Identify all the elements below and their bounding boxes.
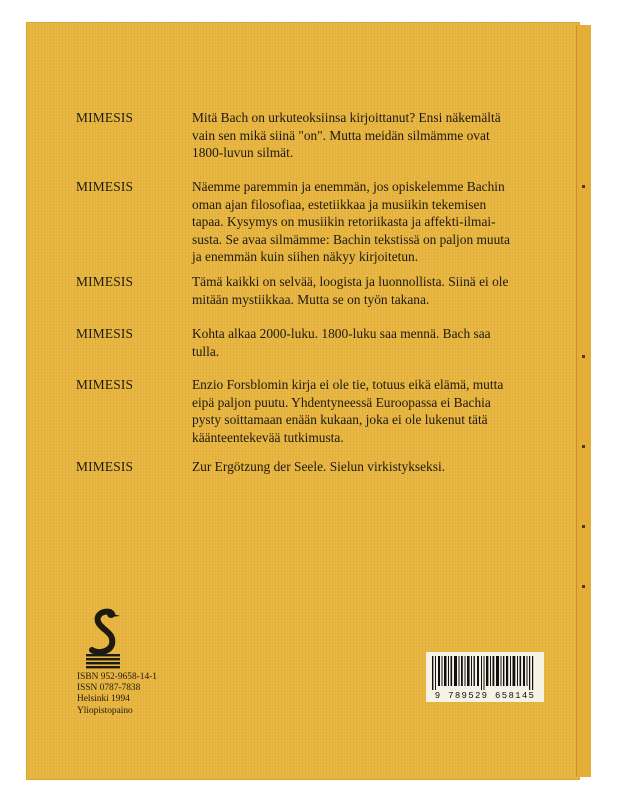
text-line: susta. Se avaa silmämme: Bachin tekstissä on paljon muuta [192, 231, 510, 247]
text-line: tapaa. Kysymys on musiikin retoriikasta ja affekti-ilmai- [192, 214, 496, 230]
section-label: MIMESIS [76, 459, 134, 474]
section-text [192, 325, 542, 360]
text-line: tulla. [192, 343, 220, 359]
text-line: Tämä kaikki on selvää, loogista ja luonnollista. Siinä ei ole [192, 274, 509, 289]
text-line: Näemme paremmin ja enemmän, jos opiskelemme Bachin [192, 179, 505, 194]
colophon [77, 672, 157, 717]
section-label: MIMESIS [76, 179, 134, 194]
text-line: vain sen mikä siinä "on". Mutta meidän silmämme ovat [192, 127, 490, 143]
section-text [192, 178, 542, 266]
text-line: ja enemmän kuin siihen näkyy kirjoitetun. [192, 249, 419, 265]
barcode [426, 652, 544, 702]
section-label: MIMESIS [76, 377, 134, 392]
printer: Yliopistopaino [77, 705, 133, 716]
barcode-bars [430, 656, 540, 690]
section-text [192, 273, 542, 308]
section-label: MIMESIS [76, 110, 134, 125]
book-spine [576, 25, 591, 777]
text-line: Enzio Forsblomin kirja ei ole tie, totuus eikä elämä, mutta [192, 377, 504, 392]
text-line: Mitä Bach on urkuteoksiinsa kirjoittanut? Ensi näkemältä [192, 110, 501, 125]
swan-logo-icon [80, 608, 128, 670]
section-label: MIMESIS [76, 274, 134, 289]
text-line: 1800-luvun silmät. [192, 145, 294, 161]
section-text [192, 376, 542, 446]
text-line: Zur Ergötzung der Seele. Sielun virkistykseksi. [192, 459, 446, 474]
text-line: mitään mystiikkaa. Mutta se on työn takana. [192, 291, 430, 307]
section-text [192, 458, 542, 476]
place-year: Helsinki 1994 [77, 694, 130, 705]
text-line: käänteentekevää tutkimusta. [192, 429, 344, 445]
isbn: ISBN 952-9658-14-1 [77, 672, 157, 682]
text-line: Kohta alkaa 2000-luku. 1800-luku saa mennä. Bach saa [192, 326, 491, 341]
section-text [192, 109, 542, 162]
barcode-number: 9 789529 658145 [434, 691, 536, 701]
section-label: MIMESIS [76, 326, 134, 341]
text-line: oman ajan filosofiaa, estetiikkaa ja musiikin tekemisen [192, 196, 487, 212]
text-line: eipä paljon puutu. Yhdentyneessä Euroopassa ei Bachia [192, 394, 491, 410]
issn: ISSN 0787-7838 [77, 683, 141, 694]
text-line: pysty soittamaan enään kukaan, joka ei ole lukenut tätä [192, 412, 488, 428]
